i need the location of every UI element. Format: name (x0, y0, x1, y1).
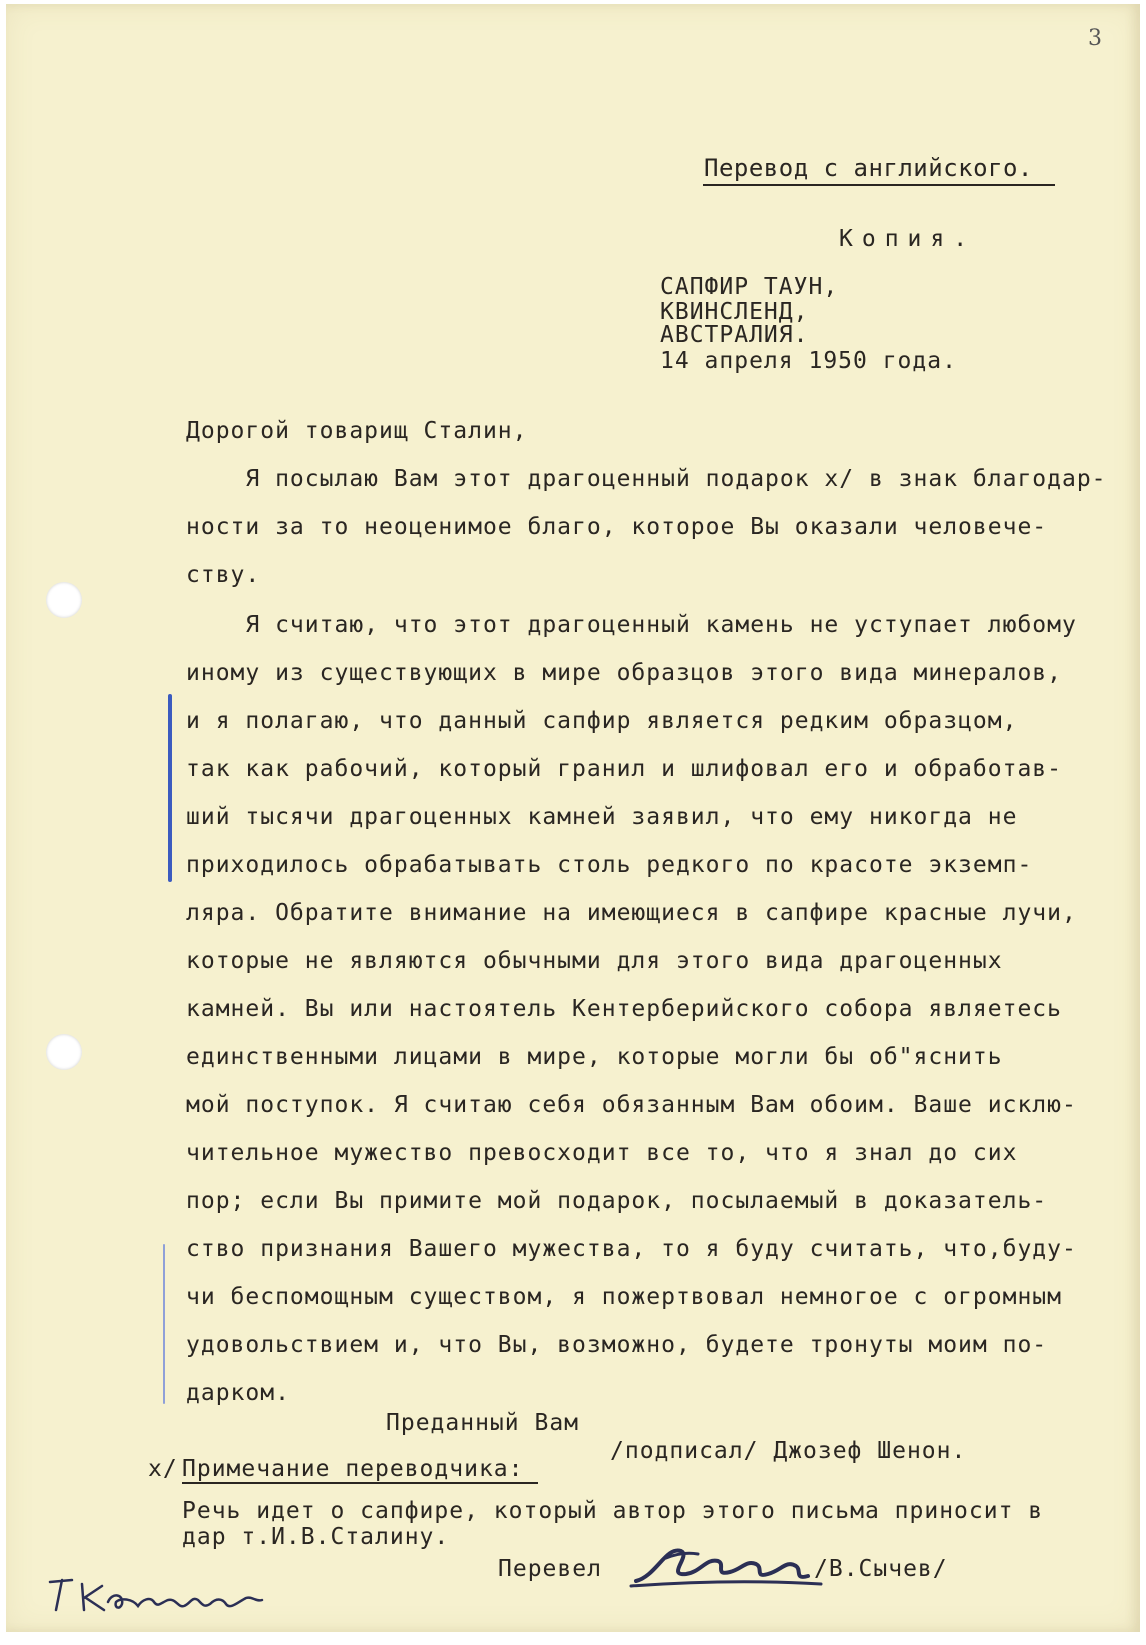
letter-body-line: пор; если Вы примите мой подарок, посылаемый в доказатель- (186, 1188, 1048, 1214)
copy-label: Копия. (839, 226, 977, 252)
letter-body-line: так как рабочий, который гранил и шлифовал его и обработав- (186, 756, 1062, 782)
letter-date: 14 апреля 1950 года. (660, 348, 957, 374)
letter-body-line: удовольствием и, что Вы, возможно, будете тронуты моим по- (186, 1332, 1048, 1358)
letter-body-line: камней. Вы или настоятель Кентерберийского собора являетесь (186, 996, 1062, 1022)
salutation: Дорогой товарищ Сталин, (186, 418, 528, 444)
letter-body-line: Я посылаю Вам этот драгоценный подарок х/ в знак благодар- (186, 466, 1107, 492)
letter-body-line: ству. (186, 562, 261, 588)
letter-body-line: мой поступок. Я считаю себя обязанным Вам обоим. Ваше исклю- (186, 1092, 1077, 1118)
translated-by-label: Перевел (498, 1556, 602, 1582)
note-title: Примечание переводчика: (182, 1456, 524, 1482)
address-line: САПФИР ТАУН, (660, 274, 839, 300)
translator-name: /В.Сычев/ (814, 1556, 948, 1582)
letter-body-line: и я полагаю, что данный сапфир является редким образцом, (186, 708, 1018, 734)
note-marker: х/ (148, 1456, 178, 1482)
margin-mark-blue-1 (168, 694, 172, 882)
punch-hole-top (46, 582, 82, 618)
translator-signature (626, 1536, 826, 1596)
document-page (6, 4, 1140, 1632)
letter-body-line: дарком. (186, 1380, 290, 1406)
letter-body-line: ляра. Обратите внимание на имеющиеся в сапфире красные лучи, (186, 900, 1077, 926)
letter-body-line: которые не являются обычными для этого вида драгоценных (186, 948, 1003, 974)
closing: Преданный Вам (386, 1410, 580, 1436)
letter-body-line: ности за то неоценимое благо, которое Вы оказали человече- (186, 514, 1048, 540)
address-line: АВСТРАЛИЯ. (660, 322, 809, 348)
letter-body-line: Я считаю, что этот драгоценный камень не уступает любому (186, 612, 1077, 638)
letter-body-line: единственными лицами в мире, которые могли бы об"яснить (186, 1044, 1003, 1070)
note-line: Речь идет о сапфире, который автор этого письма приносит в (182, 1498, 1044, 1524)
punch-hole-bottom (46, 1034, 82, 1070)
signed-line: /подписал/ Джозеф Шенон. (610, 1438, 967, 1464)
letter-body-line: приходилось обрабатывать столь редкого по красоте экземп- (186, 852, 1033, 878)
margin-mark-blue-2 (163, 1244, 165, 1404)
letter-body-line: иному из существующих в мире образцов этого вида минералов, (186, 660, 1062, 686)
letter-body-line: чительное мужество превосходит все то, что я знал до сих (186, 1140, 1018, 1166)
page-number: 3 (1088, 26, 1103, 51)
reviewer-signature (42, 1572, 272, 1618)
address-line: КВИНСЛЕНД, (660, 299, 809, 325)
note-title-underline (182, 1482, 538, 1484)
letter-body-line: ший тысячи драгоценных камней заявил, что ему никогда не (186, 804, 1018, 830)
note-line: дар т.И.В.Сталину. (182, 1524, 450, 1550)
letter-body-line: чи беспомощным существом, я пожертвовал немногое с огромным (186, 1284, 1062, 1310)
letter-body-line: ство признания Вашего мужества, то я буду считать, что,буду- (186, 1236, 1077, 1262)
heading-underline (703, 184, 1055, 186)
document-heading: Перевод с английского. (704, 154, 1033, 182)
